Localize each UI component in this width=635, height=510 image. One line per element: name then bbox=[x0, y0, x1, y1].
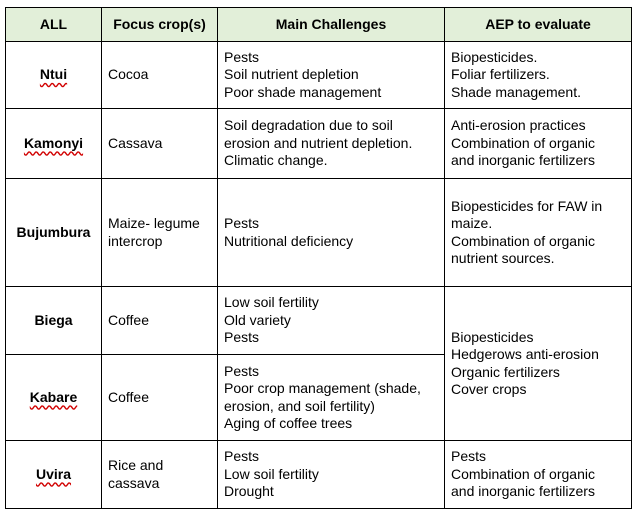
site-cell bbox=[6, 441, 102, 509]
crop-cell: Maize- legume intercrop bbox=[102, 179, 218, 287]
challenges-cell: Pests Nutritional deficiency bbox=[218, 179, 445, 287]
aep-cell: Biopesticides for FAW in maize. Combination of organic nutrient sources. bbox=[445, 179, 632, 287]
site-name: Kabare bbox=[29, 388, 78, 405]
aep-cell: Anti-erosion practices Combination of organic and inorganic fertilizers bbox=[445, 109, 632, 179]
table-row bbox=[6, 42, 632, 109]
site-name: Kamonyi bbox=[23, 134, 84, 151]
site-name: Uvira bbox=[35, 465, 72, 482]
aep-cell: Pests Combination of organic and inorganic fertilizers bbox=[445, 441, 632, 509]
crop-cell: Coffee bbox=[102, 355, 218, 441]
crop-cell: Cocoa bbox=[102, 42, 218, 109]
challenges-cell: Pests Soil nutrient depletion Poor shade management bbox=[218, 42, 445, 109]
crop-cell: Rice and cassava bbox=[102, 441, 218, 509]
site-cell bbox=[6, 355, 102, 441]
site-name: Ntui bbox=[39, 66, 68, 83]
challenges-cell: Pests Poor crop management (shade, erosion, and soil fertility) Aging of coffee trees bbox=[218, 355, 445, 441]
challenges-cell: Soil degradation due to soil erosion and nutrient depletion. Climatic change. bbox=[218, 109, 445, 179]
site-cell: Bujumbura bbox=[6, 179, 102, 287]
crop-cell: Cassava bbox=[102, 109, 218, 179]
crop-cell: Coffee bbox=[102, 287, 218, 355]
aep-cell-merged: Biopesticides Hedgerows anti-erosion Organic fertilizers Cover crops bbox=[445, 287, 632, 441]
header-row bbox=[6, 8, 632, 42]
aep-cell: Biopesticides. Foliar fertilizers. Shade management. bbox=[445, 42, 632, 109]
site-cell bbox=[6, 109, 102, 179]
header-site: ALL bbox=[6, 8, 102, 42]
challenges-cell: Low soil fertility Old variety Pests bbox=[218, 287, 445, 355]
table-row bbox=[6, 109, 632, 179]
header-aep: AEP to evaluate bbox=[445, 8, 632, 42]
table-row bbox=[6, 179, 632, 287]
header-focus-crop: Focus crop(s) bbox=[102, 8, 218, 42]
site-cell: Biega bbox=[6, 287, 102, 355]
header-main-challenges: Main Challenges bbox=[218, 8, 445, 42]
aep-table bbox=[5, 7, 632, 509]
table-row bbox=[6, 441, 632, 509]
site-cell bbox=[6, 42, 102, 109]
table-row bbox=[6, 287, 632, 355]
challenges-cell: Pests Low soil fertility Drought bbox=[218, 441, 445, 509]
